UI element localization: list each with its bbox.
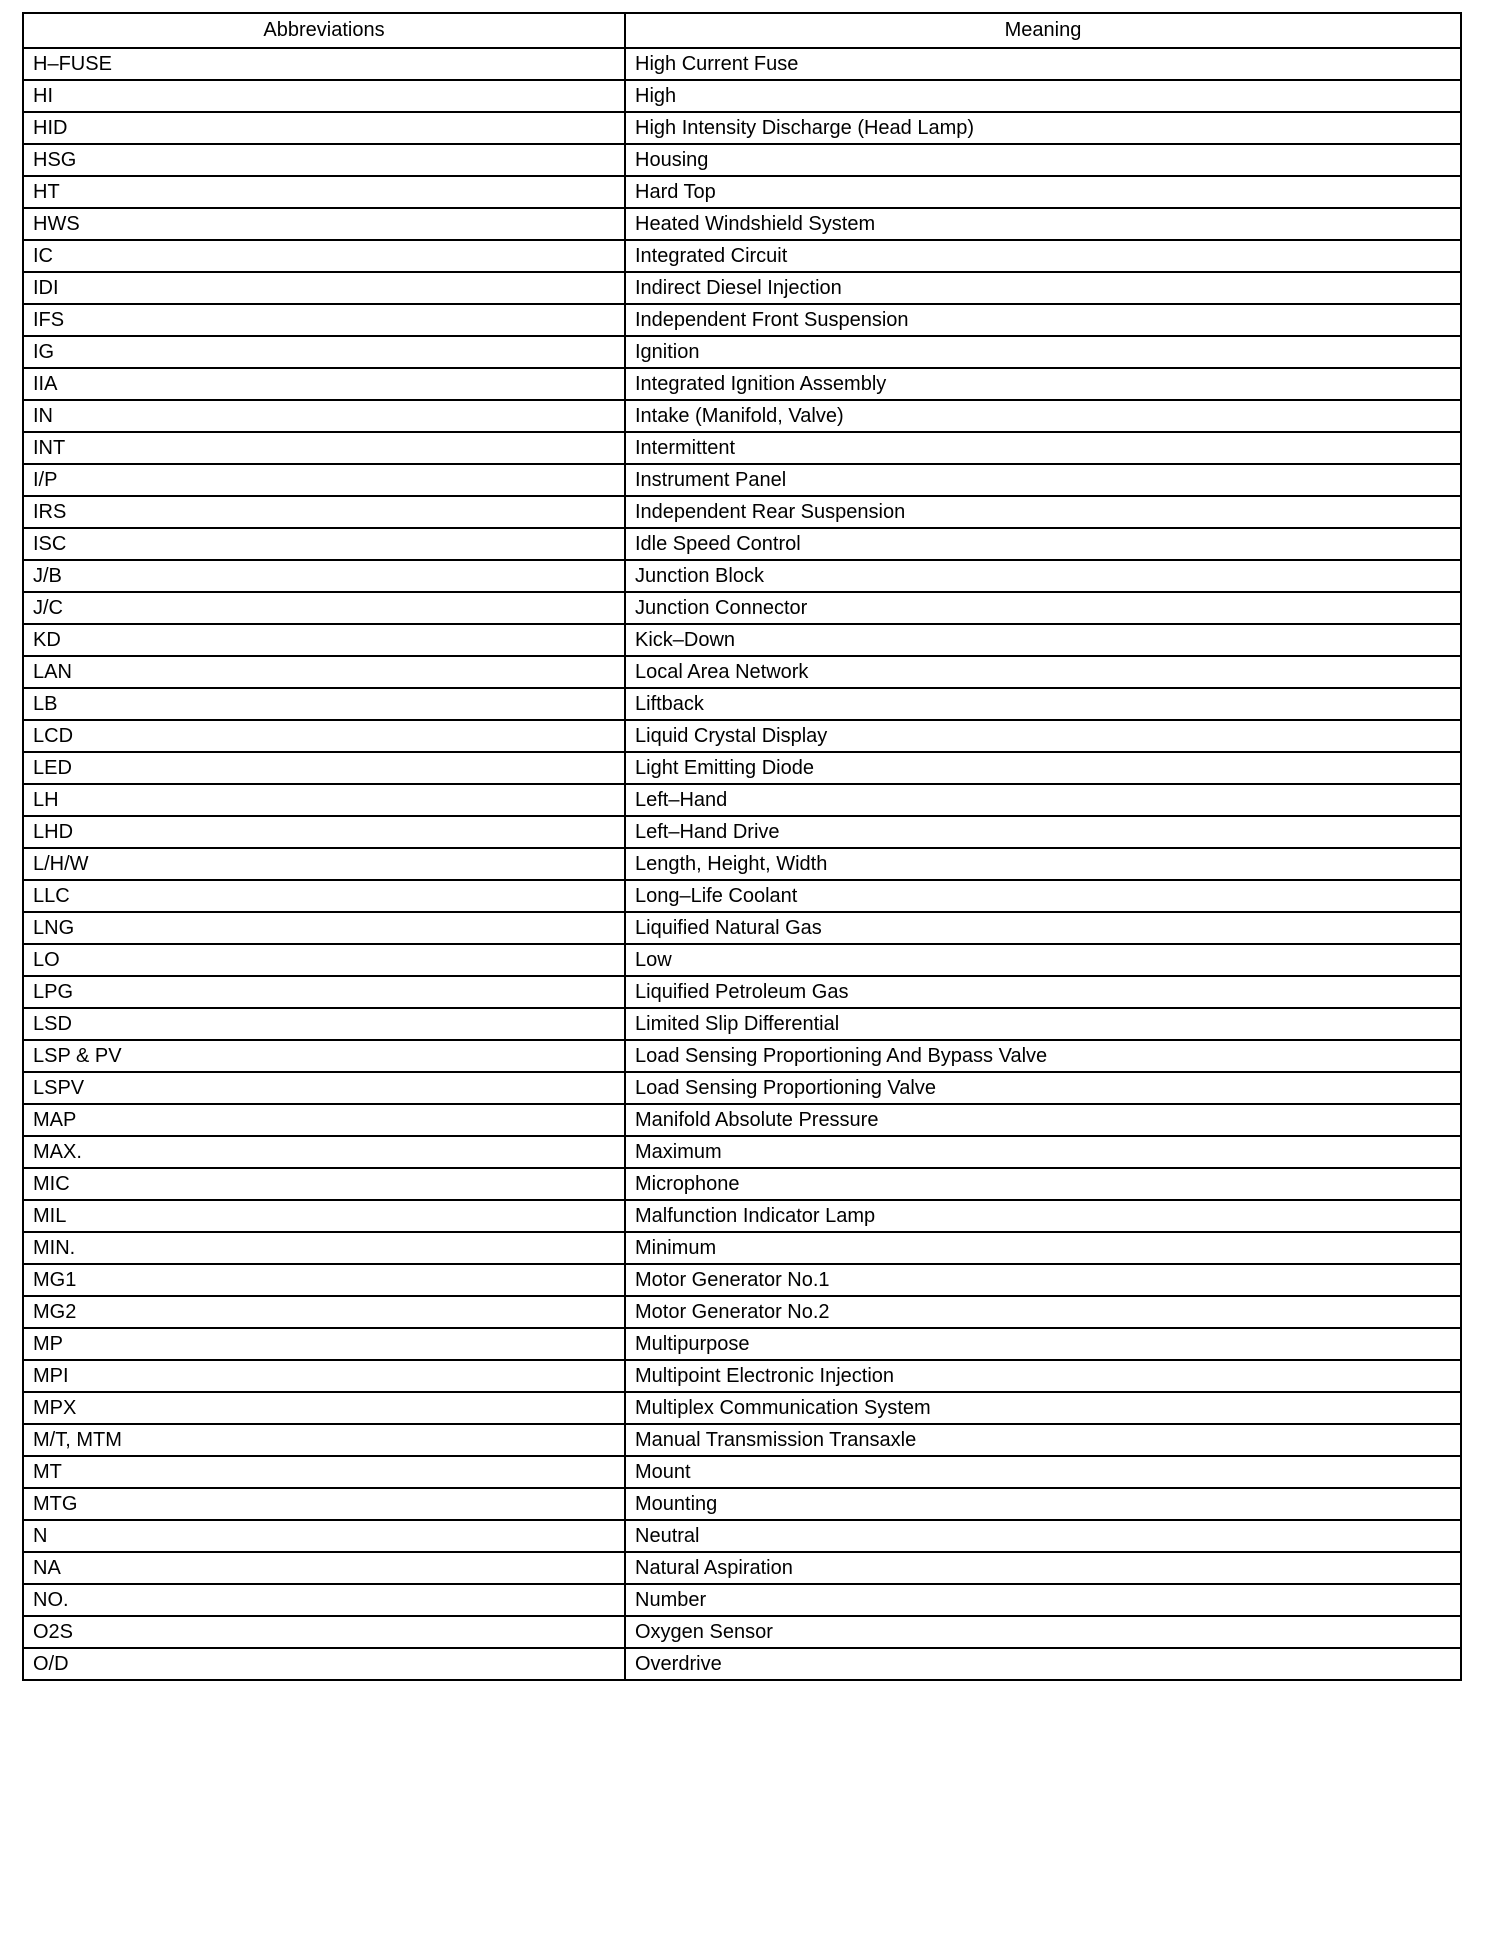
table-row bbox=[23, 624, 1461, 656]
table-row bbox=[23, 1456, 1461, 1488]
table-row bbox=[23, 784, 1461, 816]
table-row bbox=[23, 1392, 1461, 1424]
abbreviation-cell: INT bbox=[23, 432, 625, 464]
abbreviation-cell: LAN bbox=[23, 656, 625, 688]
abbreviation-cell: IC bbox=[23, 240, 625, 272]
meaning-cell: Instrument Panel bbox=[625, 464, 1461, 496]
meaning-cell: Multiplex Communication System bbox=[625, 1392, 1461, 1424]
table-row bbox=[23, 144, 1461, 176]
table-row bbox=[23, 368, 1461, 400]
meaning-cell: Idle Speed Control bbox=[625, 528, 1461, 560]
abbreviation-cell: LCD bbox=[23, 720, 625, 752]
abbreviation-cell: L/H/W bbox=[23, 848, 625, 880]
abbreviation-cell: LO bbox=[23, 944, 625, 976]
abbreviation-cell: LSP & PV bbox=[23, 1040, 625, 1072]
meaning-cell: Light Emitting Diode bbox=[625, 752, 1461, 784]
meaning-cell: Junction Block bbox=[625, 560, 1461, 592]
abbreviation-cell: H–FUSE bbox=[23, 48, 625, 80]
meaning-cell: High Intensity Discharge (Head Lamp) bbox=[625, 112, 1461, 144]
meaning-cell: Manual Transmission Transaxle bbox=[625, 1424, 1461, 1456]
meaning-cell: Housing bbox=[625, 144, 1461, 176]
abbreviation-cell: HID bbox=[23, 112, 625, 144]
meaning-cell: Integrated Circuit bbox=[625, 240, 1461, 272]
meaning-cell: Neutral bbox=[625, 1520, 1461, 1552]
abbreviation-cell: LB bbox=[23, 688, 625, 720]
abbreviation-cell: O/D bbox=[23, 1648, 625, 1680]
table-row bbox=[23, 1424, 1461, 1456]
table-row bbox=[23, 560, 1461, 592]
meaning-cell: Mount bbox=[625, 1456, 1461, 1488]
table-row bbox=[23, 1616, 1461, 1648]
table-row bbox=[23, 1008, 1461, 1040]
table-row bbox=[23, 720, 1461, 752]
meaning-cell: Overdrive bbox=[625, 1648, 1461, 1680]
table-row bbox=[23, 240, 1461, 272]
table-row bbox=[23, 1584, 1461, 1616]
abbreviation-cell: IIA bbox=[23, 368, 625, 400]
meaning-cell: Intermittent bbox=[625, 432, 1461, 464]
table-row bbox=[23, 848, 1461, 880]
table-row bbox=[23, 1264, 1461, 1296]
table-row bbox=[23, 752, 1461, 784]
abbreviation-cell: IDI bbox=[23, 272, 625, 304]
meaning-cell: Limited Slip Differential bbox=[625, 1008, 1461, 1040]
meaning-cell: Long–Life Coolant bbox=[625, 880, 1461, 912]
table-row bbox=[23, 688, 1461, 720]
table-row bbox=[23, 112, 1461, 144]
table-row bbox=[23, 1328, 1461, 1360]
meaning-cell: Heated Windshield System bbox=[625, 208, 1461, 240]
meaning-cell: Multipoint Electronic Injection bbox=[625, 1360, 1461, 1392]
abbreviation-cell: MG1 bbox=[23, 1264, 625, 1296]
abbreviation-cell: IRS bbox=[23, 496, 625, 528]
meaning-cell: Kick–Down bbox=[625, 624, 1461, 656]
abbreviations-document bbox=[22, 12, 1460, 1681]
table-row bbox=[23, 1296, 1461, 1328]
meaning-cell: Liftback bbox=[625, 688, 1461, 720]
abbreviation-cell: LHD bbox=[23, 816, 625, 848]
table-row bbox=[23, 496, 1461, 528]
meaning-cell: Local Area Network bbox=[625, 656, 1461, 688]
meaning-cell: Independent Rear Suspension bbox=[625, 496, 1461, 528]
table-row bbox=[23, 272, 1461, 304]
table-body bbox=[23, 48, 1461, 1680]
meaning-cell: High Current Fuse bbox=[625, 48, 1461, 80]
meaning-cell: Load Sensing Proportioning And Bypass Valve bbox=[625, 1040, 1461, 1072]
abbreviations-table bbox=[22, 12, 1462, 1681]
meaning-cell: Length, Height, Width bbox=[625, 848, 1461, 880]
header-meaning: Meaning bbox=[625, 13, 1461, 48]
table-row bbox=[23, 1360, 1461, 1392]
table-row bbox=[23, 880, 1461, 912]
abbreviation-cell: MT bbox=[23, 1456, 625, 1488]
meaning-cell: Integrated Ignition Assembly bbox=[625, 368, 1461, 400]
meaning-cell: Left–Hand bbox=[625, 784, 1461, 816]
table-row bbox=[23, 944, 1461, 976]
table-row bbox=[23, 336, 1461, 368]
meaning-cell: Number bbox=[625, 1584, 1461, 1616]
abbreviation-cell: LPG bbox=[23, 976, 625, 1008]
meaning-cell: Natural Aspiration bbox=[625, 1552, 1461, 1584]
abbreviation-cell: I/P bbox=[23, 464, 625, 496]
meaning-cell: Liquified Petroleum Gas bbox=[625, 976, 1461, 1008]
table-row bbox=[23, 80, 1461, 112]
abbreviation-cell: J/C bbox=[23, 592, 625, 624]
abbreviation-cell: HWS bbox=[23, 208, 625, 240]
abbreviation-cell: J/B bbox=[23, 560, 625, 592]
abbreviation-cell: HT bbox=[23, 176, 625, 208]
meaning-cell: Multipurpose bbox=[625, 1328, 1461, 1360]
abbreviation-cell: HSG bbox=[23, 144, 625, 176]
meaning-cell: Junction Connector bbox=[625, 592, 1461, 624]
table-row bbox=[23, 432, 1461, 464]
table-row bbox=[23, 1488, 1461, 1520]
meaning-cell: Low bbox=[625, 944, 1461, 976]
table-row bbox=[23, 1072, 1461, 1104]
abbreviation-cell: MG2 bbox=[23, 1296, 625, 1328]
meaning-cell: Minimum bbox=[625, 1232, 1461, 1264]
abbreviation-cell: MIN. bbox=[23, 1232, 625, 1264]
table-row bbox=[23, 1104, 1461, 1136]
abbreviation-cell: O2S bbox=[23, 1616, 625, 1648]
abbreviation-cell: LSD bbox=[23, 1008, 625, 1040]
meaning-cell: Independent Front Suspension bbox=[625, 304, 1461, 336]
abbreviation-cell: IG bbox=[23, 336, 625, 368]
meaning-cell: Mounting bbox=[625, 1488, 1461, 1520]
meaning-cell: Oxygen Sensor bbox=[625, 1616, 1461, 1648]
table-row bbox=[23, 528, 1461, 560]
table-row bbox=[23, 304, 1461, 336]
abbreviation-cell: NA bbox=[23, 1552, 625, 1584]
table-row bbox=[23, 592, 1461, 624]
abbreviation-cell: KD bbox=[23, 624, 625, 656]
table-header-row bbox=[23, 13, 1461, 48]
abbreviation-cell: MPX bbox=[23, 1392, 625, 1424]
table-row bbox=[23, 1552, 1461, 1584]
meaning-cell: Manifold Absolute Pressure bbox=[625, 1104, 1461, 1136]
abbreviation-cell: MIL bbox=[23, 1200, 625, 1232]
table-row bbox=[23, 1648, 1461, 1680]
abbreviation-cell: HI bbox=[23, 80, 625, 112]
meaning-cell: Load Sensing Proportioning Valve bbox=[625, 1072, 1461, 1104]
abbreviation-cell: LNG bbox=[23, 912, 625, 944]
meaning-cell: Ignition bbox=[625, 336, 1461, 368]
table-row bbox=[23, 656, 1461, 688]
abbreviation-cell: MP bbox=[23, 1328, 625, 1360]
meaning-cell: Liquid Crystal Display bbox=[625, 720, 1461, 752]
table-row bbox=[23, 1520, 1461, 1552]
table-row bbox=[23, 48, 1461, 80]
table-row bbox=[23, 1232, 1461, 1264]
meaning-cell: Liquified Natural Gas bbox=[625, 912, 1461, 944]
meaning-cell: Left–Hand Drive bbox=[625, 816, 1461, 848]
abbreviation-cell: MAP bbox=[23, 1104, 625, 1136]
abbreviation-cell: LH bbox=[23, 784, 625, 816]
abbreviation-cell: MTG bbox=[23, 1488, 625, 1520]
abbreviation-cell: MPI bbox=[23, 1360, 625, 1392]
table-row bbox=[23, 976, 1461, 1008]
table-row bbox=[23, 1040, 1461, 1072]
abbreviation-cell: NO. bbox=[23, 1584, 625, 1616]
table-row bbox=[23, 1200, 1461, 1232]
abbreviation-cell: MIC bbox=[23, 1168, 625, 1200]
abbreviation-cell: IFS bbox=[23, 304, 625, 336]
meaning-cell: Indirect Diesel Injection bbox=[625, 272, 1461, 304]
abbreviation-cell: MAX. bbox=[23, 1136, 625, 1168]
meaning-cell: Malfunction Indicator Lamp bbox=[625, 1200, 1461, 1232]
abbreviation-cell: LLC bbox=[23, 880, 625, 912]
meaning-cell: Maximum bbox=[625, 1136, 1461, 1168]
table-row bbox=[23, 208, 1461, 240]
table-row bbox=[23, 1168, 1461, 1200]
abbreviation-cell: LED bbox=[23, 752, 625, 784]
header-abbreviations: Abbreviations bbox=[23, 13, 625, 48]
table-row bbox=[23, 1136, 1461, 1168]
abbreviation-cell: ISC bbox=[23, 528, 625, 560]
table-row bbox=[23, 816, 1461, 848]
meaning-cell: Hard Top bbox=[625, 176, 1461, 208]
table-row bbox=[23, 464, 1461, 496]
abbreviation-cell: IN bbox=[23, 400, 625, 432]
abbreviation-cell: M/T, MTM bbox=[23, 1424, 625, 1456]
abbreviation-cell: LSPV bbox=[23, 1072, 625, 1104]
abbreviation-cell: N bbox=[23, 1520, 625, 1552]
meaning-cell: High bbox=[625, 80, 1461, 112]
table-row bbox=[23, 400, 1461, 432]
meaning-cell: Motor Generator No.1 bbox=[625, 1264, 1461, 1296]
meaning-cell: Motor Generator No.2 bbox=[625, 1296, 1461, 1328]
meaning-cell: Microphone bbox=[625, 1168, 1461, 1200]
meaning-cell: Intake (Manifold, Valve) bbox=[625, 400, 1461, 432]
table-row bbox=[23, 912, 1461, 944]
table-row bbox=[23, 176, 1461, 208]
